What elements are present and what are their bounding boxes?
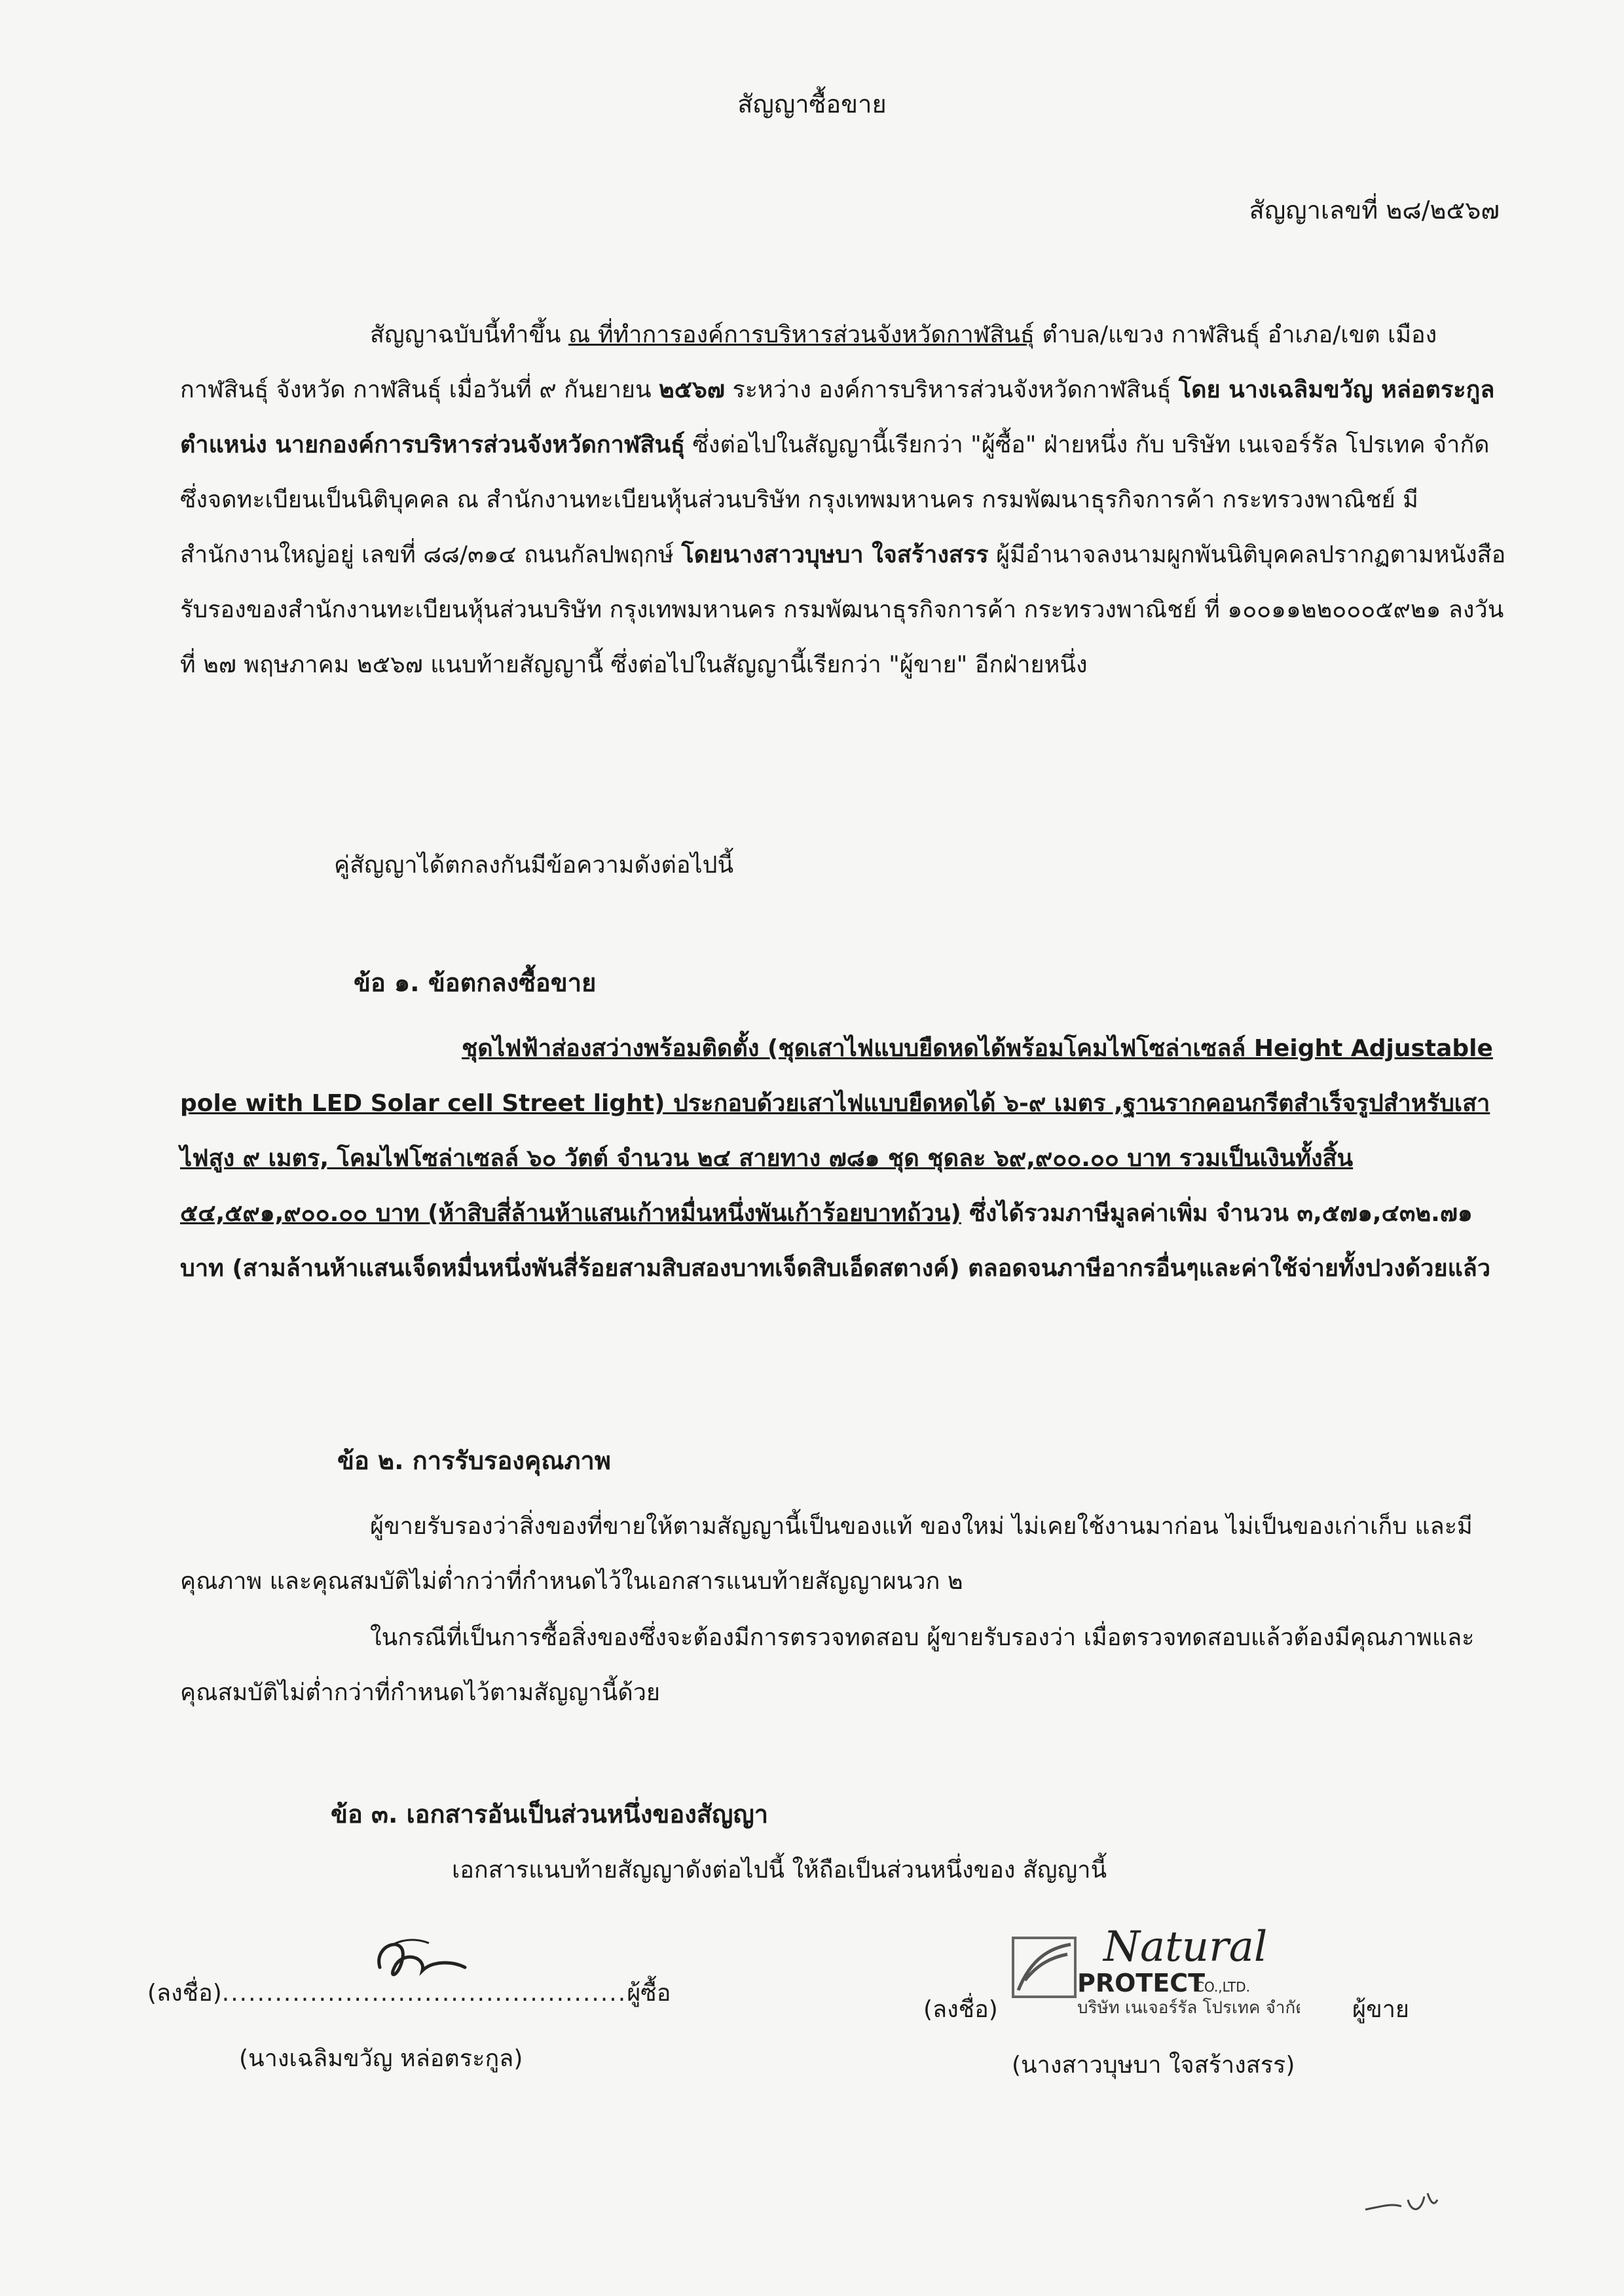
clause-1-tail: ซึ่งได้รวมภาษีมูลค่าเพิ่ม จำนวน ๓,๕๗๑,๔๓๒.๗๑ บาท (สามล้านห้าแสนเจ็ดหมื่นหนึ่งพันสี่ร้อยสามสิบสองบาทเจ็ดสิบเอ็ดสตางค์) ตลอดจนภาษีอากรอื่นๆและค่าใช้จ่ายทั้งปวงด้วยแล้ว: [180, 1200, 1491, 1282]
preamble-part2: ตำบล/แขวง กาฬสินธุ์ อำเภอ/เขต เมืองกาฬสินธุ์ จังหวัด กาฬสินธุ์ เมื่อวันที่ ๙ กันยายน: [180, 321, 1437, 403]
clause-2-heading: ข้อ ๒. การรับรองคุณภาพ: [337, 1446, 611, 1475]
seller-name: (นางสาวบุษบา ใจสร้างสรร): [1012, 2052, 1295, 2079]
preamble-part5: ผู้มีอำนาจลงนามผูกพันนิติบุคคลปรากฏตามหนังสือรับรองของสำนักงานทะเบียนหุ้นส่วนบริษัท กรุงเทพมหานคร กรมพัฒนาธุรกิจการค้า กระทรวงพาณิชย์ ที่ ๑๐๐๑๑๒๒๐๐๐๕๙๒๑ ลงวันที่ ๒๗ พฤษภาคม ๒๕๖๗ แนบท้ายสัญญานี้ ซึ่งต่อไปในสัญญานี้เรียกว่า "ผู้ขาย" อีกฝ่ายหนึ่ง: [180, 541, 1506, 678]
buyer-representative: โดย นางเฉลิมขวัญ หล่อตระกูล ตำแหน่ง นายกองค์การบริหารส่วนจังหวัดกาฬสินธุ์: [180, 376, 1495, 458]
clause-3-heading: ข้อ ๓. เอกสารอันเป็นส่วนหนึ่งของสัญญา: [331, 1800, 769, 1829]
agreement-line: คู่สัญญาได้ตกลงกันมีข้อความดังต่อไปนี้: [334, 852, 734, 879]
buyer-name: (นางเฉลิมขวัญ หล่อตระกูล): [239, 2045, 523, 2072]
stamp-line1: Natural: [1103, 1923, 1268, 1971]
buyer-signature-line: [147, 1974, 671, 2011]
clause-1-body: [180, 1021, 1509, 1296]
clause-2-paragraph-2: ในกรณีที่เป็นการซื้อสิ่งของซึ่งจะต้องมีการตรวจทดสอบ ผู้ขายรับรองว่า เมื่อตรวจทดสอบแล้วต้องมีคุณภาพและคุณสมบัติไม่ต่ำกว่าที่กำหนดไว้ตามสัญญานี้ด้วย: [180, 1624, 1475, 1706]
document-title: สัญญาซื้อขาย: [737, 90, 887, 118]
seller-sign-label: (ลงชื่อ): [923, 1996, 998, 2023]
preamble-part4: ซึ่งต่อไปในสัญญานี้เรียกว่า "ผู้ซื้อ" ฝ่ายหนึ่ง กับ บริษัท เนเจอร์รัล โปรเทค จำกัด ซึ่งจดทะเบียนเป็นนิติบุคคล ณ สำนักงานทะเบียนหุ้นส่วนบริษัท กรุงเทพมหานคร กรมพัฒนาธุรกิจการค้า กระทรวงพาณิชย์ มีสำนักงานใหญ่อยู่ เลขที่ ๘๘/๓๑๔ ถนนกัลปพฤกษ์: [180, 431, 1490, 568]
contract-year: ๒๕๖๗: [659, 376, 725, 403]
seller-signature-line: [923, 1990, 1403, 2028]
seller-sign-dots: [998, 1996, 1403, 2023]
contract-number: สัญญาเลขที่ ๒๘/๒๕๖๗: [1249, 196, 1500, 225]
preamble-part1: สัญญาฉบับนี้ทำขึ้น: [370, 321, 568, 348]
seller-role: ผู้ขาย: [1352, 1996, 1410, 2023]
buyer-sign-dots: ..............................................: [221, 1980, 627, 2007]
buyer-role: ผู้ซื้อ: [627, 1980, 671, 2007]
page-initial-mark: [1362, 2187, 1441, 2219]
preamble-part3: ระหว่าง องค์การบริหารส่วนจังหวัดกาฬสินธุ์: [724, 376, 1179, 403]
stamp-thai-name: บริษัท เนเจอร์รัล โปรเทค จำกัด: [1077, 1998, 1300, 2016]
goods-description: ชุดไฟฟ้าส่องสว่างพร้อมติดตั้ง (ชุดเสาไฟแบบยืดหดได้พร้อมโคมไฟโซล่าเซลล์ Height Adjustable pole with LED Solar cell Street light) ประกอบด้วยเสาไฟแบบยืดหดได้ ๖-๙ เมตร ,ฐานรากคอนกรีตสำเร็จรูปสำหรับเสาไฟสูง ๙ เมตร, โคมไฟโซล่าเซลล์ ๖๐ วัตต์ จำนวน ๒๔ สายทาง ๗๘๑ ชุด ชุดละ ๖๙,๙๐๐.๐๐ บาท รวมเป็นเงินทั้งสิ้น ๕๔,๕๙๑,๙๐๐.๐๐ บาท (ห้าสิบสี่ล้านห้าแสนเก้าหมื่นหนึ่งพันเก้าร้อยบาทถ้วน): [180, 1035, 1493, 1227]
clause-1-heading: ข้อ ๑. ข้อตกลงซื้อขาย: [354, 968, 597, 997]
clause-3-paragraph-1: เอกสารแนบท้ายสัญญาดังต่อไปนี้ ให้ถือเป็นส่วนหนึ่งของ สัญญานี้: [452, 1857, 1107, 1884]
preamble-paragraph: [180, 308, 1509, 693]
stamp-suffix: CO.,LTD.: [1195, 1979, 1250, 1995]
stamp-line2: PROTECT: [1077, 1969, 1206, 1997]
buyer-sign-label: (ลงชื่อ): [147, 1980, 222, 2007]
clause-2-paragraph-1: ผู้ขายรับรองว่าสิ่งของที่ขายให้ตามสัญญานี้เป็นของแท้ ของใหม่ ไม่เคยใช้งานมาก่อน ไม่เป็นของเก่าเก็บ และมีคุณภาพ และคุณสมบัติไม่ต่ำกว่าที่กำหนดไว้ในเอกสารแนบท้ายสัญญาผนวก ๒: [180, 1513, 1473, 1595]
seller-representative: โดยนางสาวบุษบา ใจสร้างสรร: [681, 541, 989, 568]
contract-place: ณ ที่ทำการองค์การบริหารส่วนจังหวัดกาฬสินธุ์: [568, 321, 1035, 348]
